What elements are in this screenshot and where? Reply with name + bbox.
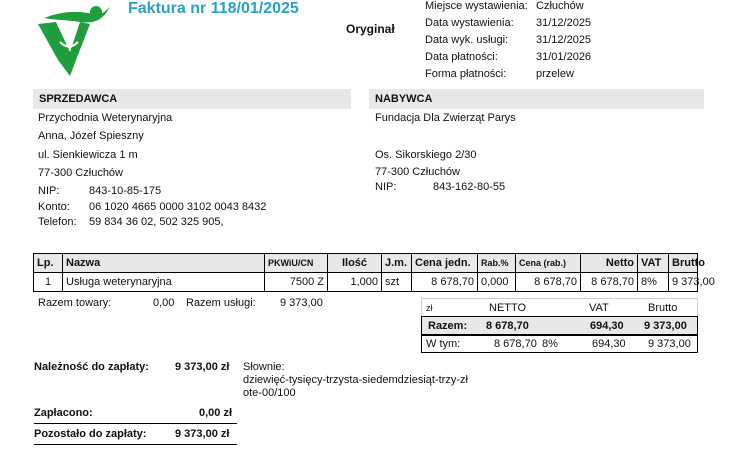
meta-value: 31/12/2025 [536, 17, 592, 29]
incl-rate: 8% [542, 338, 558, 350]
incl-label: W tym: [426, 338, 461, 350]
goods-total-label: Razem towary: [38, 297, 112, 309]
total-gross: 9 373,00 [644, 320, 687, 332]
remaining-underline [34, 444, 237, 445]
incl-vat: 694,30 [592, 338, 626, 350]
seller-account-label: Konto: [38, 201, 70, 213]
buyer-name: Fundacja Dla Zwierząt Parys [375, 112, 516, 124]
seller-city: 77-300 Człuchów [38, 167, 123, 179]
buyer-nip: 843-162-80-55 [433, 181, 506, 193]
col-price-disc: Cena (rab.) [515, 253, 581, 273]
goods-total: 0,00 [153, 297, 175, 309]
meta-label: Data wystawienia: [425, 17, 514, 29]
col-name: Nazwa [62, 253, 265, 273]
seller-phone-label: Telefon: [38, 216, 77, 228]
meta-value: Człuchów [536, 0, 584, 12]
gross-header: Brutto [648, 302, 678, 314]
remaining-amount: 9 373,00 zł [175, 428, 230, 440]
currency-label: zł [426, 303, 433, 313]
cell-gross: 9 373,00 [668, 272, 698, 292]
cell-unit: szt [381, 272, 412, 292]
meta-label: Forma płatności: [425, 68, 507, 80]
cell-price-disc: 8 678,70 [515, 272, 581, 292]
amount-in-words-line2: ote-00/100 [243, 387, 296, 399]
amount-due: 9 373,00 zł [175, 361, 230, 373]
paid-underline [34, 423, 237, 424]
seller-name: Przychodnia Weterynaryjna [38, 112, 173, 124]
col-unit: J.m. [381, 253, 412, 273]
paid-label: Zapłacono: [34, 407, 93, 419]
meta-value: przelew [536, 68, 574, 80]
cell-net: 8 678,70 [580, 272, 638, 292]
cell-name: Usługa weterynaryjna [62, 272, 265, 292]
summary-header-row [421, 298, 698, 316]
seller-header: SPRZEDAWCA [33, 89, 351, 109]
total-net: 8 678,70 [486, 320, 529, 332]
services-total: 9 373,00 [280, 297, 323, 309]
buyer-city: 77-300 Człuchów [375, 166, 460, 178]
col-gross: Brutto [668, 253, 698, 273]
col-qty: Ilość [327, 253, 382, 273]
seller-street: ul. Sienkiewicza 1 m [38, 149, 138, 161]
buyer-street: Os. Sikorskiego 2/30 [375, 149, 477, 161]
incl-net: 8 678,70 [494, 338, 537, 350]
total-vat: 694,30 [590, 320, 624, 332]
amount-in-words-line1: dziewięć-tysięcy-trzysta-siedemdziesiąt-trzy-zł [243, 374, 468, 386]
seller-account: 06 1020 4665 0000 3102 0043 8432 [89, 201, 267, 213]
seller-phone: 59 834 36 02, 502 325 905, [89, 216, 224, 228]
summary-incl-row [421, 334, 698, 353]
invoice-title: Faktura nr 118/01/2025 [128, 0, 299, 17]
cell-discount: 0,000 [477, 272, 516, 292]
meta-value: 31/01/2026 [536, 51, 592, 63]
amount-due-label: Należność do zapłaty: [34, 361, 149, 373]
vat-header: VAT [589, 302, 609, 314]
total-label: Razem: [428, 320, 468, 332]
cell-pkwiu: 7500 Z [264, 272, 328, 292]
services-total-label: Razem usługi: [186, 297, 256, 309]
col-price: Cena jedn. [411, 253, 478, 273]
summary-divider [421, 335, 698, 336]
net-header: NETTO [489, 302, 527, 314]
meta-label: Data wyk. usługi: [425, 34, 509, 46]
cell-lp: 1 [33, 272, 63, 292]
words-label: Słownie: [243, 361, 285, 373]
seller-nip-label: NIP: [38, 185, 60, 197]
col-pkwiu: PKWiU/CN [264, 253, 328, 273]
meta-value: 31/12/2025 [536, 34, 592, 46]
buyer-nip-label: NIP: [375, 181, 397, 193]
buyer-header: NABYWCA [369, 89, 704, 109]
company-logo [30, 2, 112, 78]
meta-label: Miejsce wystawienia: [425, 0, 528, 12]
remaining-label: Pozostało do zapłaty: [34, 428, 147, 440]
seller-owners: Anna, Józef Spieszny [38, 130, 144, 142]
incl-gross: 9 373,00 [648, 338, 691, 350]
original-label: Oryginał [346, 22, 395, 36]
cell-vat: 8% [637, 272, 669, 292]
col-discount: Rab.% [477, 253, 516, 273]
summary-table [421, 298, 698, 353]
col-lp: Lp. [33, 253, 63, 273]
cell-price: 8 678,70 [411, 272, 478, 292]
meta-label: Data płatności: [425, 51, 498, 63]
col-net: Netto [580, 253, 638, 273]
summary-total-row [421, 316, 698, 335]
cell-qty: 1,000 [327, 272, 382, 292]
paid-amount: 0,00 zł [199, 407, 233, 419]
col-vat: VAT [637, 253, 669, 273]
seller-nip: 843-10-85-175 [89, 185, 162, 197]
